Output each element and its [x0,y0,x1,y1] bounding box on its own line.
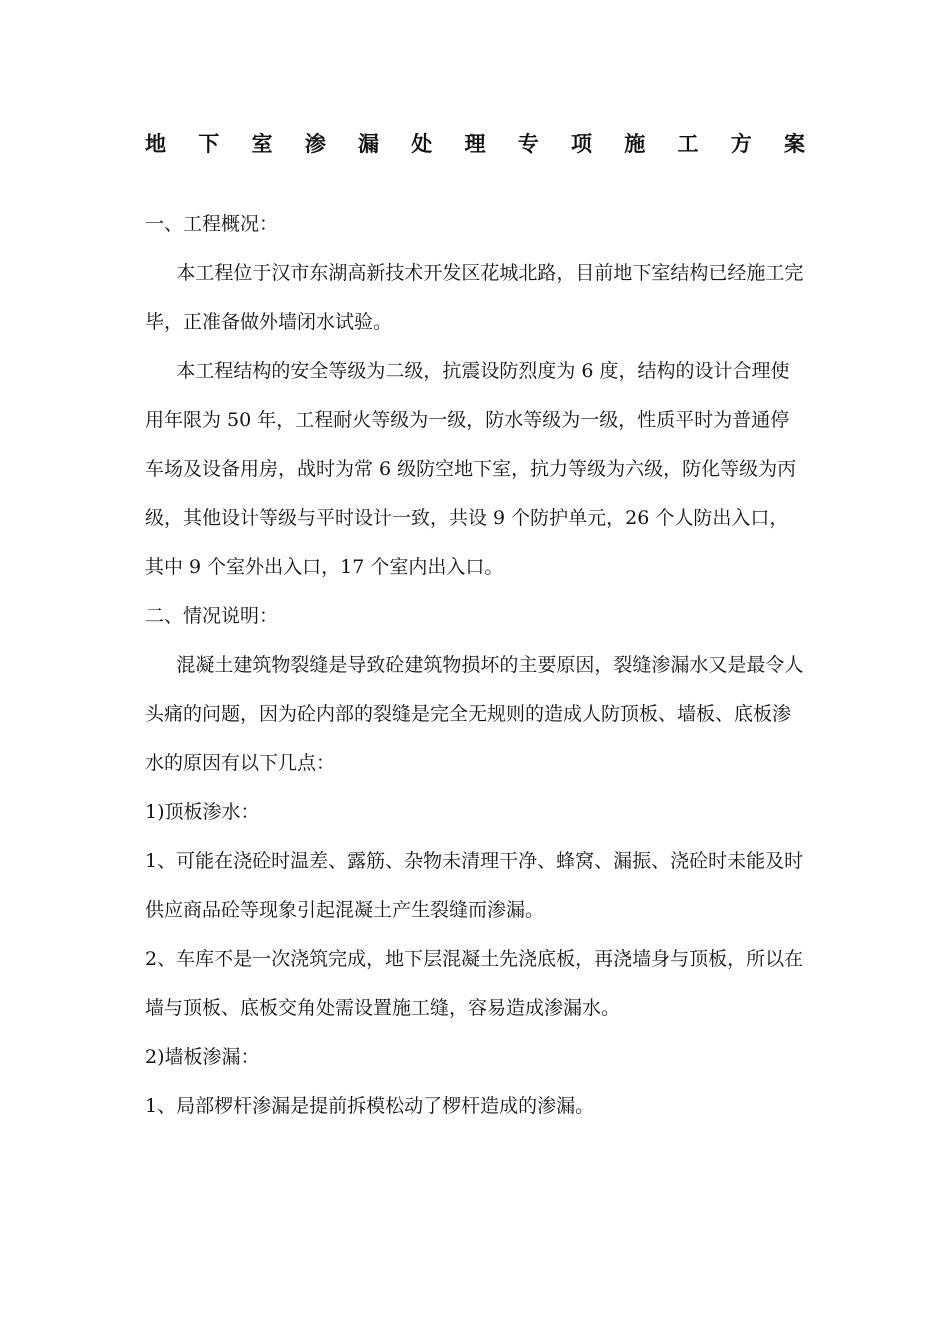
title-char: 案 [784,131,805,156]
title-char: 漏 [358,131,379,156]
list-item: 2、车库不是一次浇筑完成，地下层混凝土先浇底板，再浇墙身与顶板，所以在墙与顶板、底板交角处需设置施工缝，容易造成渗漏水。 [145,948,804,1019]
document-body [145,200,805,1131]
title-char: 下 [198,131,220,156]
document-title [145,128,805,160]
paragraph-structure: 本工程结构的安全等级为二级，抗震设防烈度为 6 度，结构的设计合理使用年限为 50 年，工程耐火等级为一级，防水等级为一级，性质平时为普通停车场及设备用房，战时为常 6 级防空地下室，抗力等级为六级，防化等级为丙级，其他设计等级与平时设计一致，共设 9 个防护单元，26 个人防出入口，其中 9 个室外出入口，17 个室内出入口。 [145,360,797,578]
paragraph-cracks: 混凝土建筑物裂缝是导致砼建筑物损坏的主要原因，裂缝渗漏水又是最令人头痛的问题，因为砼内部的裂缝是完全无规则的造成人防顶板、墙板、底板渗水的原因有以下几点： [145,654,804,774]
section-heading-overview: 一、工程概况： [145,213,279,235]
title-char: 施 [624,131,646,156]
list-item: 1、可能在浇砼时温差、露筋、杂物未清理干净、蜂窝、漏振、浇砼时未能及时供应商品砼等现象引起混凝土产生裂缝而渗漏。 [145,850,804,921]
title-char: 专 [517,131,539,156]
subheading-roof-leak: 1)顶板渗水： [145,801,260,823]
title-char: 地 [145,131,166,156]
list-item: 1、局部椤杆渗漏是提前拆模松动了椤杆造成的渗漏。 [145,1095,595,1117]
title-char: 工 [677,131,699,156]
title-char: 理 [464,131,486,156]
title-char: 项 [571,131,592,156]
section-heading-situation: 二、情况说明： [145,605,279,627]
title-char: 处 [411,131,433,156]
subheading-wall-leak: 2)墙板渗漏： [145,1046,260,1068]
title-char: 方 [730,131,752,156]
paragraph-location: 本工程位于汉市东湖高新技术开发区花城北路，目前地下室结构已经施工完毕，正准备做外墙闭水试验。 [145,262,804,333]
title-char: 渗 [304,131,326,156]
title-char: 室 [251,131,273,156]
